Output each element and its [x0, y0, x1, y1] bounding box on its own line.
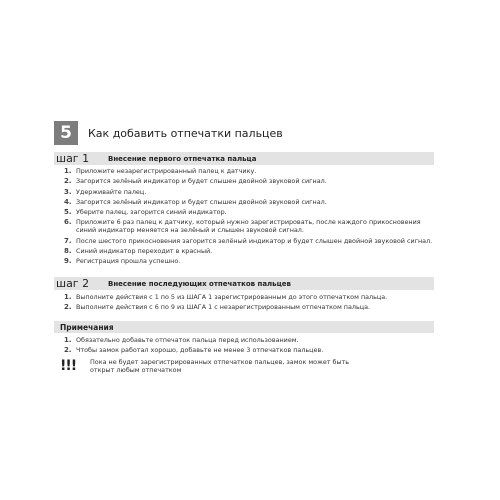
step1-label: шаг 1 — [56, 152, 90, 165]
step2-title: Внесение последующих отпечатков пальцев — [108, 279, 291, 288]
step2-bar — [54, 277, 434, 290]
list-item: 6. Приложите 6 раз палец к датчику, который нужно зарегистрировать, после каждого прикосновения синий индикатор меняется на зелёный и слышен звуковой сигнал. — [64, 218, 421, 235]
list-item: 2. Загорится зелёный индикатор и будет слышен двойной звуковой сигнал. — [64, 177, 327, 186]
notes-list — [64, 337, 436, 358]
warning-icon: !!! — [60, 358, 77, 374]
list-item: 2. Чтобы замок работал хорошо, добавьте не менее 3 отпечатков пальцев. — [64, 346, 324, 355]
warning — [60, 358, 370, 374]
step1-title: Внесение первого отпечатка пальца — [108, 154, 257, 163]
list-item: 1. Приложите незарегистрированный палец к датчику. — [64, 167, 257, 175]
list-item: 9. Регистрация прошла успешно. — [64, 257, 181, 266]
warning-text: Пока не будет зарегистрированных отпечатков пальцев, замок может быть открыт любым отпечатком — [90, 358, 349, 374]
step1-list — [64, 168, 436, 268]
list-item: 1. Выполните действия с 1 по 5 из ШАГА 1 зарегистрированным до этого отпечатком пальца. — [64, 293, 388, 301]
section-header — [54, 121, 283, 145]
notes-bar — [54, 321, 434, 333]
list-item: 7. После шестого прикосновения загорится зелёный индикатор и будет слышен двойной звуковой сигнал. — [64, 236, 433, 245]
list-item: 5. Уберите палец, загорится синий индикатор. — [64, 208, 227, 217]
step2-list — [64, 294, 436, 315]
list-item: 2. Выполните действия с 6 по 9 из ШАГА 1 с незарегистрированным отпечатком пальца. — [64, 303, 371, 312]
notes-label: Примечания — [60, 322, 114, 332]
list-item: 1. Обязательно добавьте отпечаток пальца перед использованием. — [64, 336, 299, 344]
list-item: 8. Синий индикатор переходит в красный. — [64, 246, 213, 255]
section-title: Как добавить отпечатки пальцев — [88, 126, 283, 140]
step2-label: шаг 2 — [56, 277, 90, 290]
step1-bar — [54, 152, 434, 165]
list-item: 4. Загорится зелёный индикатор и будет слышен двойной звуковой сигнал. — [64, 197, 327, 206]
list-item: 3. Удерживайте палец. — [64, 187, 147, 196]
section-number: 5 — [54, 121, 78, 145]
